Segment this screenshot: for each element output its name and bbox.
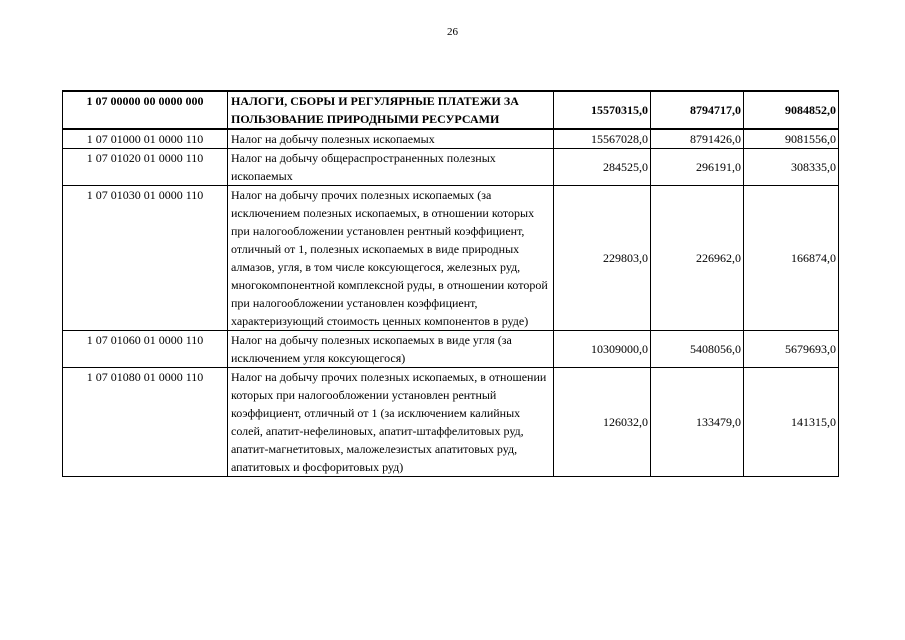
amount-year2-cell: 133479,0 xyxy=(651,368,744,477)
table-row-section-total xyxy=(63,91,839,129)
budget-code-cell: 1 07 01020 01 0000 110 xyxy=(63,149,228,186)
budget-code-cell: 1 07 00000 00 0000 000 xyxy=(63,91,228,129)
amount-year1-cell: 15567028,0 xyxy=(554,129,651,149)
page-number: 26 xyxy=(447,26,458,38)
amount-year1-cell: 126032,0 xyxy=(554,368,651,477)
revenue-name-cell: Налог на добычу полезных ископаемых xyxy=(228,129,554,149)
revenue-name-cell: Налог на добычу общераспространенных полезных ископаемых xyxy=(228,149,554,186)
table-row xyxy=(63,186,839,331)
budget-code-cell: 1 07 01080 01 0000 110 xyxy=(63,368,228,477)
amount-year3-cell: 308335,0 xyxy=(744,149,839,186)
amount-year3-cell: 5679693,0 xyxy=(744,331,839,368)
table-row xyxy=(63,368,839,477)
amount-year3-cell: 9081556,0 xyxy=(744,129,839,149)
revenue-name-cell: НАЛОГИ, СБОРЫ И РЕГУЛЯРНЫЕ ПЛАТЕЖИ ЗА ПОЛЬЗОВАНИЕ ПРИРОДНЫМИ РЕСУРСАМИ xyxy=(228,91,554,129)
amount-year2-cell: 8794717,0 xyxy=(651,91,744,129)
table-row xyxy=(63,129,839,149)
table-row xyxy=(63,149,839,186)
budget-code-cell: 1 07 01060 01 0000 110 xyxy=(63,331,228,368)
amount-year1-cell: 284525,0 xyxy=(554,149,651,186)
amount-year2-cell: 8791426,0 xyxy=(651,129,744,149)
amount-year1-cell: 229803,0 xyxy=(554,186,651,331)
amount-year2-cell: 226962,0 xyxy=(651,186,744,331)
budget-code-cell: 1 07 01000 01 0000 110 xyxy=(63,129,228,149)
amount-year3-cell: 9084852,0 xyxy=(744,91,839,129)
revenue-name-cell: Налог на добычу прочих полезных ископаемых (за исключением полезных ископаемых, в отношении которых при налогообложении установлен рентный коэффициент, отличный от 1, полезных ископаемых в виде природных алмазов, угля, в том числе коксующегося, железных руд, многокомпонентной комплексной руды, в отношении которой при налогообложении установлен коэффициент, характеризующий стоимость ценных компонентов в руде) xyxy=(228,186,554,331)
amount-year2-cell: 296191,0 xyxy=(651,149,744,186)
revenue-name-cell: Налог на добычу полезных ископаемых в виде угля (за исключением угля коксующегося) xyxy=(228,331,554,368)
amount-year1-cell: 10309000,0 xyxy=(554,331,651,368)
budget-code-cell: 1 07 01030 01 0000 110 xyxy=(63,186,228,331)
amount-year1-cell: 15570315,0 xyxy=(554,91,651,129)
amount-year3-cell: 141315,0 xyxy=(744,368,839,477)
revenue-name-cell: Налог на добычу прочих полезных ископаемых, в отношении которых при налогообложении установлен рентный коэффициент, отличный от 1 (за исключением калийных солей, апатит-нефелиновых, апатит-штаффелитовых руд, апатит-магнетитовых, маложелезистых апатитовых руд, апатитовых и фосфоритовых руд) xyxy=(228,368,554,477)
budget-table xyxy=(62,90,839,477)
amount-year3-cell: 166874,0 xyxy=(744,186,839,331)
amount-year2-cell: 5408056,0 xyxy=(651,331,744,368)
table-row xyxy=(63,331,839,368)
